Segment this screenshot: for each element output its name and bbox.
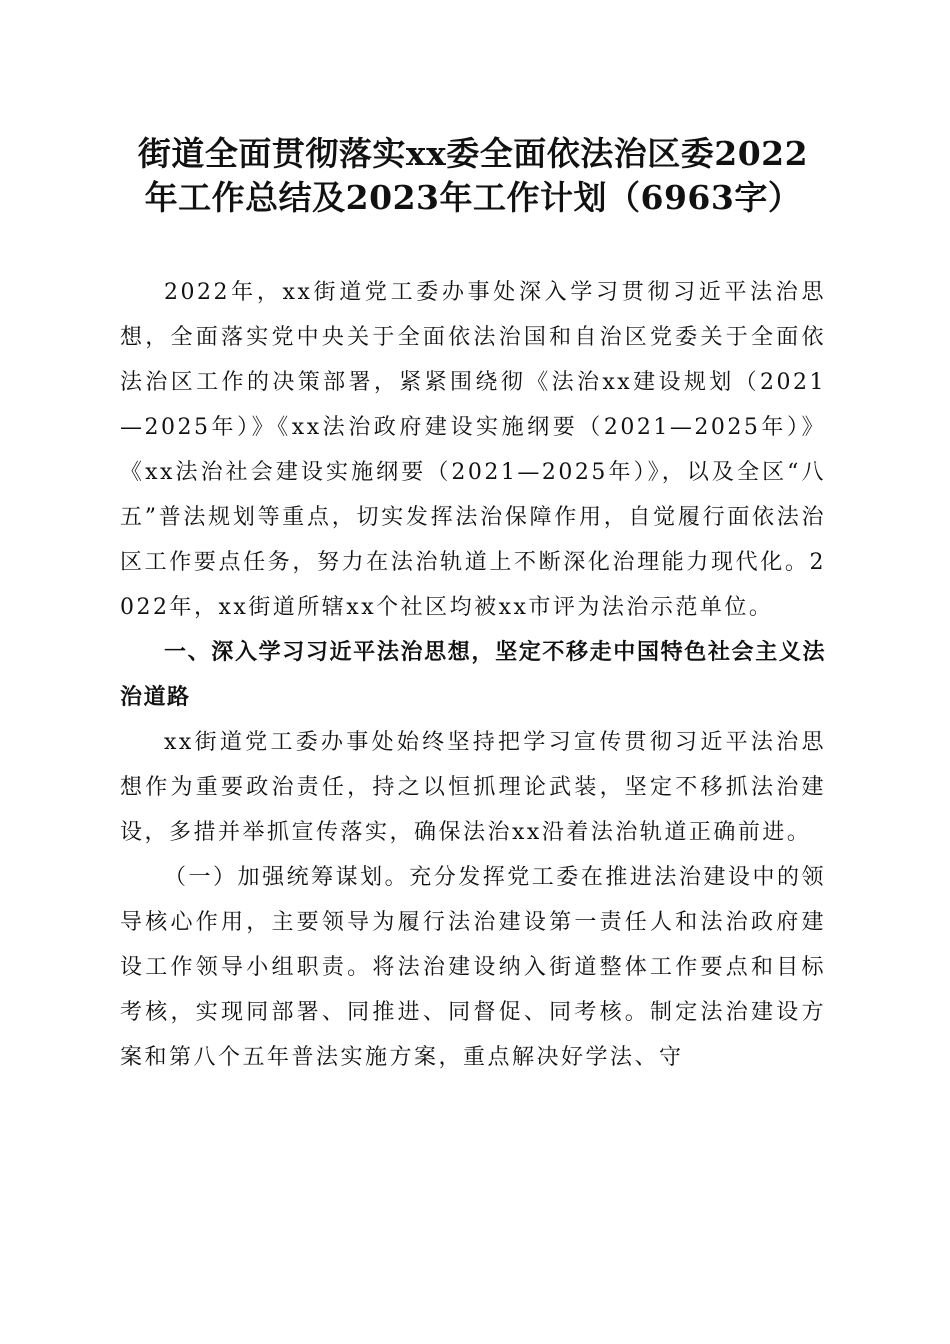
title-line-1: 街道全面贯彻落实xx委全面依法治区委2022	[137, 134, 809, 173]
item-1-paragraph	[120, 855, 826, 1080]
intro-paragraph: 2022年，xx街道党工委办事处深入学习贯彻习近平法治思想，全面落实党中央关于全面依法治国和自治区党委关于全面依法治区工作的决策部署，紧紧围绕彻《法治xx建设规划（2021—2025年）》《xx法治政府建设实施纲要（2021—2025年）》《xx法治社会建设实施纲要（2021—2025年）》，以及全区“八五”普法规划等重点，切实发挥法治保障作用，自觉履行面依法治区工作要点任务，努力在法治轨道上不断深化治理能力现代化。2022年，xx街道所辖xx个社区均被xx市评为法治示范单位。	[120, 280, 826, 620]
section-1-heading: 一、深入学习习近平法治思想，坚定不移走中国特色社会主义法治道路	[120, 640, 826, 710]
title-line-2: 年工作总结及2023年工作计划（6963字）	[144, 178, 802, 217]
item-1-text: 充分发挥党工委在推进法治建设中的领导核心作用，主要领导为履行法治建设第一责任人和法治政府建设工作领导小组职责。将法治建设纳入街道整体工作要点和目标考核，实现同部署、同推进、同督促、同考核。制定法治建设方案和第八个五年普法实施方案，重点解决好学法、守	[120, 865, 826, 1070]
document-page	[120, 132, 826, 1080]
document-title	[120, 132, 826, 220]
section-1-paragraph: xx街道党工委办事处始终坚持把学习宣传贯彻习近平法治思想作为重要政治责任，持之以恒抓理论武装，坚定不移抓法治建设，多措并举抓宣传落实，确保法治xx沿着法治轨道正确前进。	[120, 730, 826, 845]
document-body	[120, 270, 826, 1080]
item-1-lead: （一）加强统筹谋划。	[164, 865, 410, 890]
